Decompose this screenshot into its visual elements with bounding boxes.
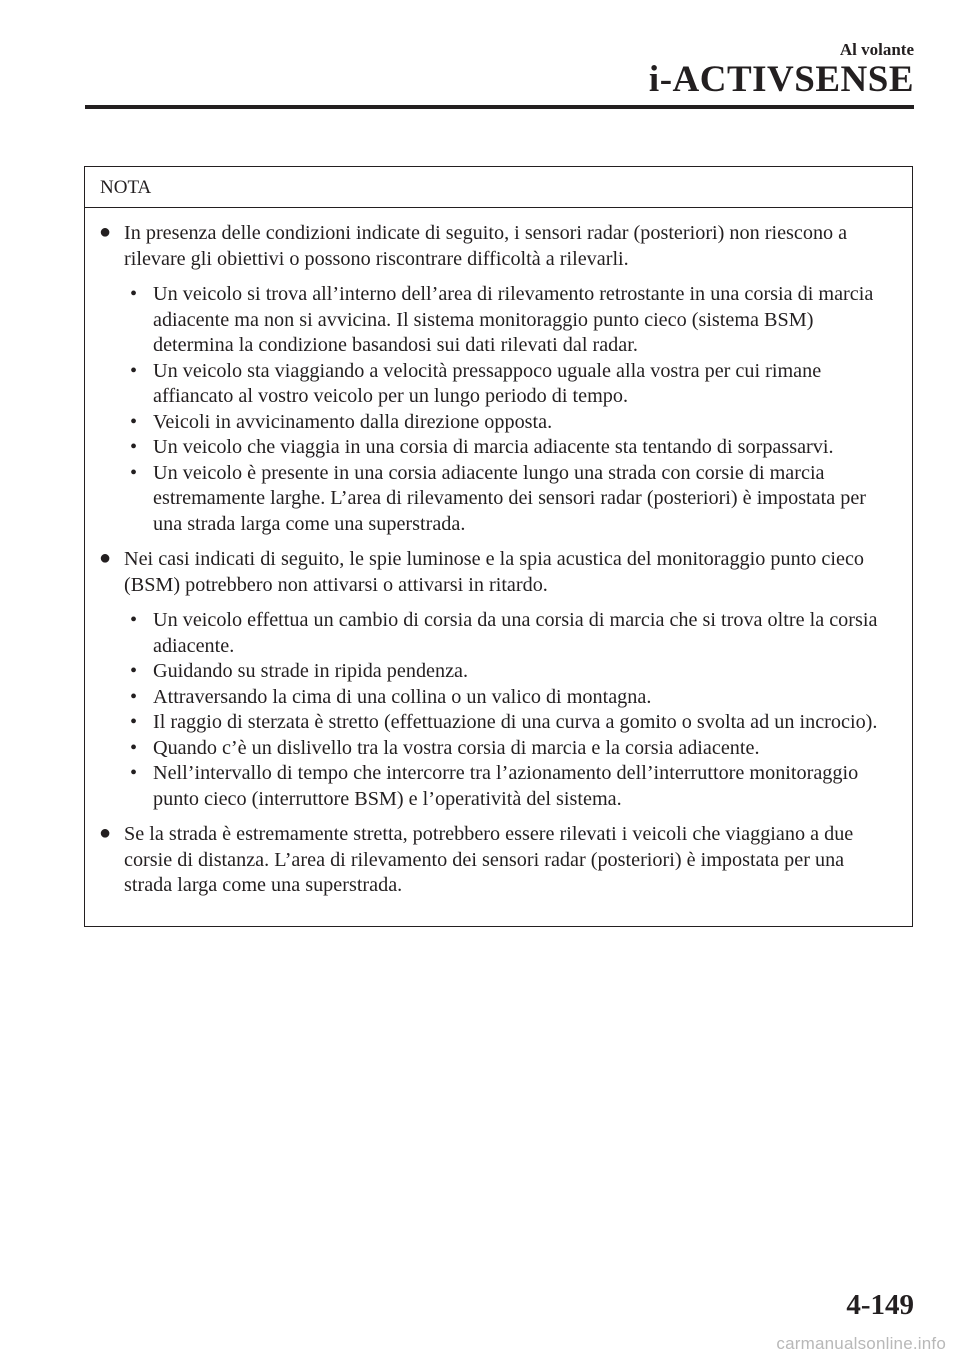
sub-item: [126, 359, 894, 410]
sub-item-text: Attraversando la cima di una collina o un valico di montagna.: [153, 685, 652, 708]
sub-item-text: Un veicolo effettua un cambio di corsia da una corsia di marcia che si trova oltre la corsia adiacente.: [153, 609, 878, 657]
sub-item: [126, 410, 894, 436]
sub-item-text: Il raggio di sterzata è stretto (effettuazione di una curva a gomito o svolta ad un incrocio).: [153, 711, 878, 733]
sub-item: [126, 461, 894, 538]
sub-item: [126, 736, 894, 762]
bullet-icon: ●: [99, 221, 112, 243]
bullet-icon: ●: [99, 822, 112, 844]
header-section-label: Al volante: [839, 40, 914, 59]
sub-bullet-icon: •: [130, 660, 138, 682]
sub-list: [124, 282, 894, 537]
note-box: [84, 166, 913, 927]
note-item: [99, 822, 894, 899]
sub-item-text: Quando c’è un dislivello tra la vostra corsia di marcia e la corsia adiacente.: [153, 736, 760, 759]
sub-item: [126, 608, 894, 659]
sub-item-text: Un veicolo che viaggia in una corsia di marcia adiacente sta tentando di sorpassarvi.: [153, 436, 834, 458]
header-divider: [85, 105, 914, 109]
note-item-text: Nei casi indicati di seguito, le spie luminose e la spia acustica del monitoraggio punto cieco (BSM) potrebbero non attivarsi o attivarsi in ritardo.: [124, 548, 865, 596]
sub-item: [126, 282, 894, 359]
note-item-text: Se la strada è estremamente stretta, potrebbero essere rilevati i veicoli che viaggiano a due corsie di distanza. L’area di rilevamento dei sensori radar (posteriori) è impostata per una strada larga come una superstrada.: [124, 823, 854, 896]
watermark: carmanualsonline.info: [776, 1334, 946, 1353]
note-title: NOTA: [85, 167, 912, 208]
sub-bullet-icon: •: [130, 283, 138, 305]
note-item: [99, 547, 894, 812]
sub-item: [126, 710, 894, 736]
sub-bullet-icon: •: [130, 359, 138, 382]
page-number: 4-149: [846, 1289, 914, 1321]
sub-bullet-icon: •: [130, 410, 138, 433]
sub-bullet-icon: •: [130, 711, 138, 733]
sub-item: [126, 435, 894, 461]
sub-item-text: Guidando su strade in ripida pendenza.: [153, 660, 469, 682]
sub-item: [126, 685, 894, 711]
sub-bullet-icon: •: [130, 762, 138, 784]
sub-item: [126, 659, 894, 685]
sub-item-text: Un veicolo è presente in una corsia adiacente lungo una strada con corsie di marcia estremamente larghe. L’area di rilevamento dei sensori radar (posteriori) è impostata per una strada larga come una superstrada.: [153, 461, 867, 535]
sub-bullet-icon: •: [130, 609, 138, 631]
sub-list: [124, 608, 894, 812]
note-item: [99, 221, 894, 537]
sub-bullet-icon: •: [130, 685, 138, 708]
sub-item: [126, 761, 894, 812]
sub-bullet-icon: •: [130, 461, 138, 484]
sub-bullet-icon: •: [130, 436, 138, 458]
sub-item-text: Nell’intervallo di tempo che intercorre tra l’azionamento dell’interruttore monitoraggio punto cieco (interruttore BSM) e l’operatività del sistema.: [153, 762, 859, 810]
sub-item-text: Veicoli in avvicinamento dalla direzione opposta.: [153, 410, 553, 433]
sub-item-text: Un veicolo sta viaggiando a velocità pressappoco uguale alla vostra per cui rimane affiancato al vostro veicolo per un lungo periodo di tempo.: [153, 359, 822, 407]
page-title: i-ACTIVSENSE: [648, 59, 914, 100]
note-item-text: In presenza delle condizioni indicate di seguito, i sensori radar (posteriori) non riescono a rilevare gli obiettivi o possono riscontrare difficoltà a rilevarli.: [124, 222, 848, 270]
sub-item-text: Un veicolo si trova all’interno dell’area di rilevamento retrostante in una corsia di marcia adiacente ma non si avvicina. Il sistema monitoraggio punto cieco (sistema BSM) determina la condizione basandosi sui dati rilevati dal radar.: [153, 283, 874, 356]
note-body: [85, 208, 912, 899]
sub-bullet-icon: •: [130, 736, 138, 759]
bullet-icon: ●: [99, 547, 112, 569]
